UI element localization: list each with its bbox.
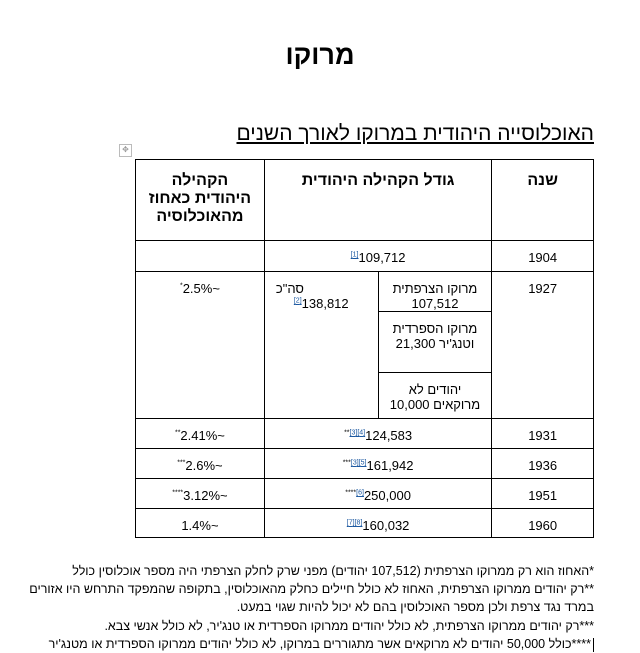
footnote-text: ****כולל 50,000 יהודים לא מרוקאים אשר מתגוררים במרוקו, לא כולל יהודים ממרוקו הספרדית או מטנג'יר <box>48 636 591 651</box>
size-value: 124,583 <box>365 428 413 443</box>
footnote-mark: **** <box>172 489 184 497</box>
size-value: 250,000 <box>363 488 411 503</box>
citation-link[interactable]: [8][7] <box>346 519 363 527</box>
footnote-mark: ** <box>174 429 181 437</box>
subregion-french: מרוקו הצרפתית 107,512 <box>378 272 492 312</box>
pct-cell <box>136 479 265 509</box>
footnote-line[interactable] <box>34 635 594 653</box>
table-row <box>136 479 594 509</box>
year-cell: 1960 <box>492 509 594 538</box>
pct-cell <box>136 449 265 479</box>
pct-cell <box>136 241 265 272</box>
text-cursor <box>593 638 594 652</box>
size-value: 138,812 <box>301 296 349 311</box>
pct-cell <box>136 419 265 449</box>
citation-link[interactable]: [2] <box>293 297 302 305</box>
footnote-mark: *** <box>342 459 351 467</box>
total-label: סה"כ <box>275 281 304 296</box>
pct-value: ~2.6% <box>185 458 223 473</box>
table-row <box>136 509 594 538</box>
header-year: שנה <box>492 160 594 241</box>
footnote-line: ***רק יהודים ממרוקו הצרפתית, לא כולל יהודים ממרוקו הספרדית או טנג'יר, לא כולל אנשי צבא. <box>104 618 594 633</box>
size-cell <box>264 509 491 538</box>
page-title: מרוקו <box>285 40 355 70</box>
pct-cell <box>136 272 265 419</box>
footnotes <box>29 562 594 653</box>
size-cell <box>264 241 491 272</box>
footnote-mark: **** <box>345 489 357 497</box>
footnote-line: **רק יהודים ממרוקו הצרפתית, האחוז לא כולל חיילים כחלק מהאוכלוסין, בתקופה שהמפקד התרחש היו אזורים <box>29 582 594 597</box>
size-cell <box>264 449 491 479</box>
header-community-size: גודל הקהילה היהודית <box>264 160 491 241</box>
citation-link[interactable]: [6] <box>356 489 364 497</box>
pct-cell <box>136 509 265 538</box>
footnote-line: במרד נגד צרפת ולכן מספר האוכלוסין בהם לא יכול להיות שגוי במעט. <box>236 600 594 615</box>
table-row <box>136 272 594 312</box>
table-row <box>136 241 594 272</box>
size-value: 161,942 <box>366 458 414 473</box>
year-cell: 1936 <box>492 449 594 479</box>
size-cell <box>264 479 491 509</box>
table-row <box>136 419 594 449</box>
year-cell: 1931 <box>492 419 594 449</box>
size-value: 109,712 <box>358 250 406 265</box>
pct-value: ~1.4% <box>181 518 219 533</box>
table-move-handle-icon[interactable]: ✥ <box>119 144 132 157</box>
size-total-cell <box>264 272 378 419</box>
citation-link[interactable]: [4][3] <box>349 429 366 437</box>
year-cell: 1951 <box>492 479 594 509</box>
table-row <box>136 449 594 479</box>
footnote-mark: ** <box>344 429 350 437</box>
subregion-non-moroccan: יהודים לא מרוקאים 10,000 <box>378 373 492 419</box>
year-cell: 1904 <box>492 241 594 272</box>
table-header-row <box>136 160 594 241</box>
population-table <box>135 159 594 538</box>
year-cell: 1927 <box>492 272 594 419</box>
header-percentage: הקהילה היהודית כאחוז מהאוכלוסיה <box>136 160 265 241</box>
pct-value: ~2.41% <box>180 428 225 443</box>
size-cell <box>264 419 491 449</box>
section-heading: האוכלוסייה היהודית במרוקו לאורך השנים <box>236 122 594 145</box>
pct-value: ~2.5% <box>182 281 220 296</box>
citation-link[interactable]: [5][3] <box>350 459 367 467</box>
size-value: 160,032 <box>362 518 410 533</box>
citation-link[interactable]: [1] <box>350 251 359 259</box>
footnote-mark: *** <box>177 459 186 467</box>
pct-value: ~3.12% <box>183 488 228 503</box>
footnote-line: *האחוז הוא רק ממרוקו הצרפתית (107,512 יהודים) מפני שרק לחלק הצרפתי היה מספר אוכלוסין כולל <box>72 564 594 578</box>
subregion-spanish: מרוקו הספרדית וטנג'יר 21,300 <box>378 312 492 373</box>
footnote-mark: * <box>179 282 183 290</box>
